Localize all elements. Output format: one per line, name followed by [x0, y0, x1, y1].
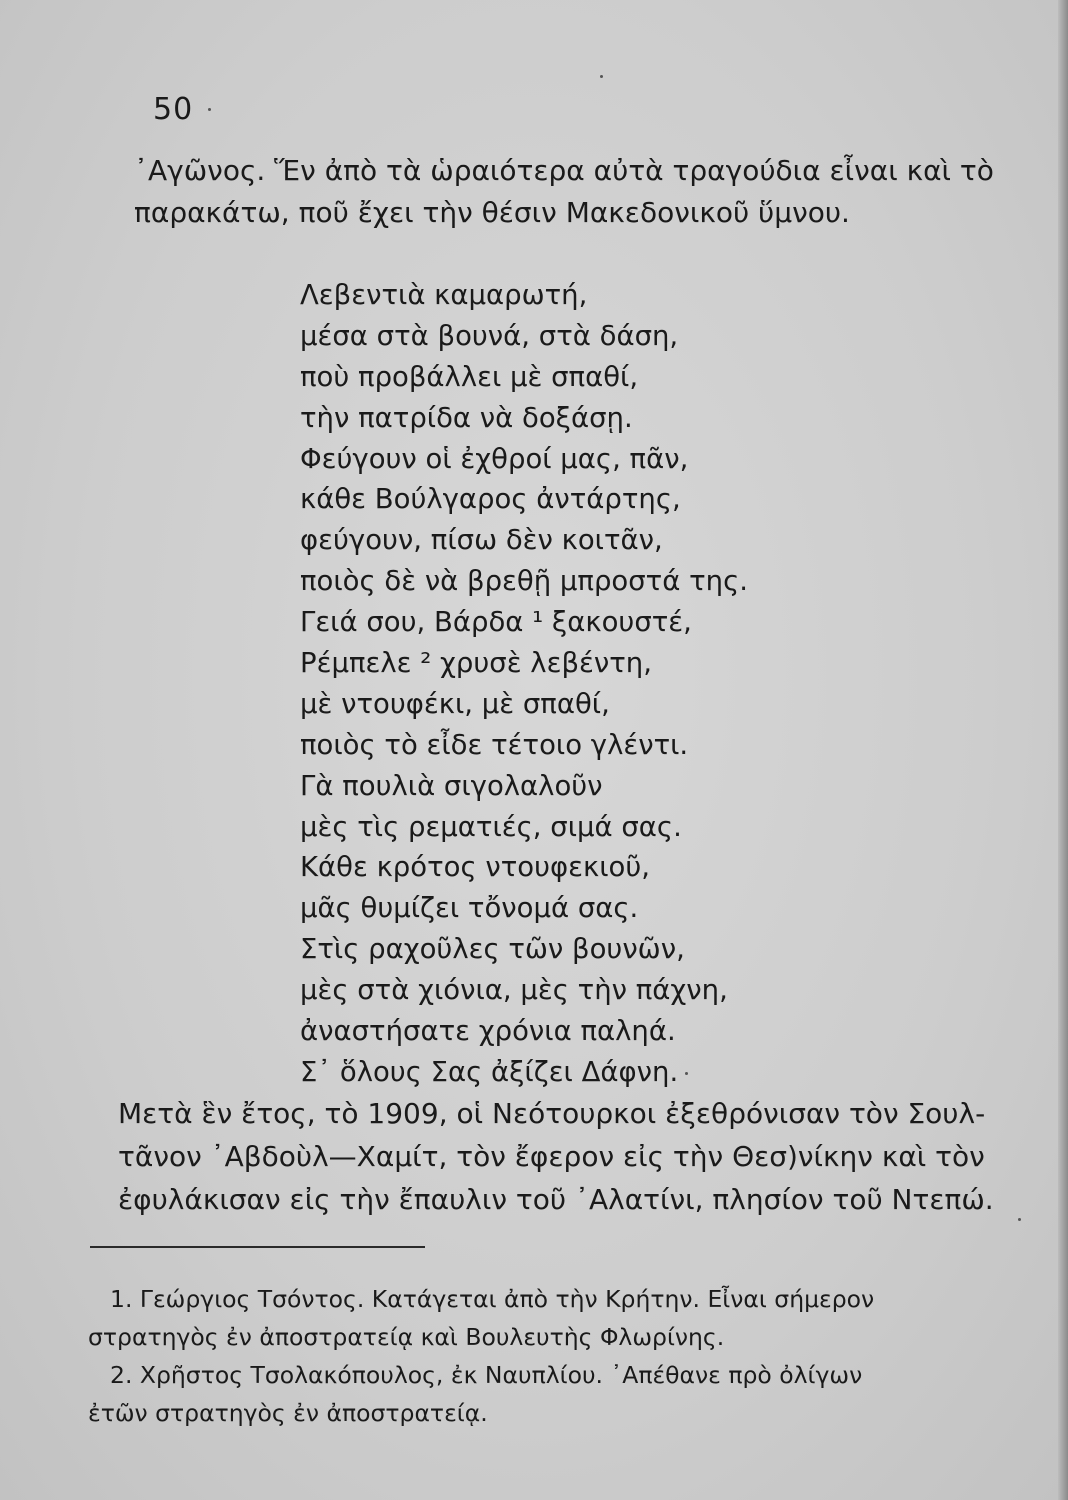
poem-line: Στὶς ραχοῦλες τῶν βουνῶν,: [300, 933, 685, 966]
paragraph-line: ἐφυλάκισαν εἰς τὴν ἔπαυλιν τοῦ ᾿Αλατίνι, πλησίον τοῦ Ντεπώ.: [118, 1183, 994, 1216]
page-edge-shadow: [1058, 0, 1068, 1500]
poem-line: Κάθε κρότος ντουφεκιοῦ,: [300, 851, 650, 884]
poem-line: κάθε Βούλγαρος ἀντάρτης,: [300, 483, 681, 516]
paper-speck: [685, 1072, 688, 1075]
poem-line: Φεύγουν οἱ ἐχθροί μας, πᾶν,: [300, 442, 689, 475]
poem-line: φεύγουν, πίσω δὲν κοιτᾶν,: [300, 524, 663, 557]
footnote-1-line-2: στρατηγὸς ἐν ἀποστρατείᾳ καὶ Βουλευτὴς Φλωρίνης.: [88, 1323, 725, 1351]
footnote-1-line-1: 1. Γεώργιος Τσόντος. Κατάγεται ἀπὸ τὴν Κρήτην. Εἶναι σήμερον: [110, 1285, 875, 1313]
poem-line: ποιὸς δὲ νὰ βρεθῇ μπροστά της.: [300, 565, 748, 598]
paper-speck: [208, 108, 211, 111]
page-number: 50: [153, 92, 194, 127]
paper-speck: [1018, 1218, 1021, 1221]
body-paragraph: [118, 1092, 1058, 1221]
poem-line: μὲ ντουφέκι, μὲ σπαθί,: [300, 687, 610, 720]
footnote-2-line-1: 2. Χρῆστος Τσολακόπουλος, ἐκ Ναυπλίου. ᾿Απέθανε πρὸ ὀλίγων: [110, 1361, 863, 1389]
intro-text: [134, 150, 1044, 234]
paper-speck: [600, 75, 603, 78]
poem-line: Γὰ πουλιὰ σιγολαλοῦν: [300, 769, 603, 802]
footnote-2-line-2: ἐτῶν στρατηγὸς ἐν ἀποστρατείᾳ.: [88, 1399, 488, 1427]
poem-line: μᾶς θυμίζει τὄνομά σας.: [300, 892, 639, 925]
footnotes: [88, 1280, 1058, 1432]
poem-line: Λεβεντιὰ καμαρωτή,: [300, 279, 588, 311]
poem-line: Ρέμπελε ² χρυσὲ λεβέντη,: [300, 647, 652, 680]
intro-line: ᾿Αγῶνος. Ἕν ἀπὸ τὰ ὡραιότερα αὐτὰ τραγούδια εἶναι καὶ τὸ: [134, 154, 994, 187]
poem-line: μὲς τὶς ρεματιές, σιμά σας.: [300, 810, 682, 843]
poem-line: τὴν πατρίδα νὰ δοξάσῃ.: [300, 401, 633, 434]
paragraph-line: Μετὰ ἓν ἔτος, τὸ 1909, οἱ Νεότουρκοι ἐξεθρόνισαν τὸν Σουλ-: [118, 1097, 986, 1130]
poem-line: μὲς στὰ χιόνια, μὲς τὴν πάχνη,: [300, 974, 728, 1007]
poem: [300, 275, 860, 1093]
paragraph-line: τᾶνον ᾿Αβδοὺλ—Χαμίτ, τὸν ἔφερον εἰς τὴν Θεσ)νίκην καὶ τὸν: [118, 1140, 985, 1173]
poem-line: Σ᾿ ὅλους Σας ἀξίζει Δάφνη.: [300, 1055, 679, 1088]
poem-line: μέσα στὰ βουνά, στὰ δάση,: [300, 319, 679, 352]
poem-line: Γειά σου, Βάρδα ¹ ξακουστέ,: [300, 606, 692, 639]
poem-line: ποὺ προβάλλει μὲ σπαθί,: [300, 360, 639, 393]
intro-line: παρακάτω, ποῦ ἔχει τὴν θέσιν Μακεδονικοῦ ὕμνου.: [134, 196, 850, 229]
poem-line: ἀναστήσατε χρόνια παληά.: [300, 1015, 676, 1048]
footnote-divider: [90, 1246, 425, 1248]
poem-line: ποιὸς τὸ εἶδε τέτοιο γλέντι.: [300, 728, 689, 761]
